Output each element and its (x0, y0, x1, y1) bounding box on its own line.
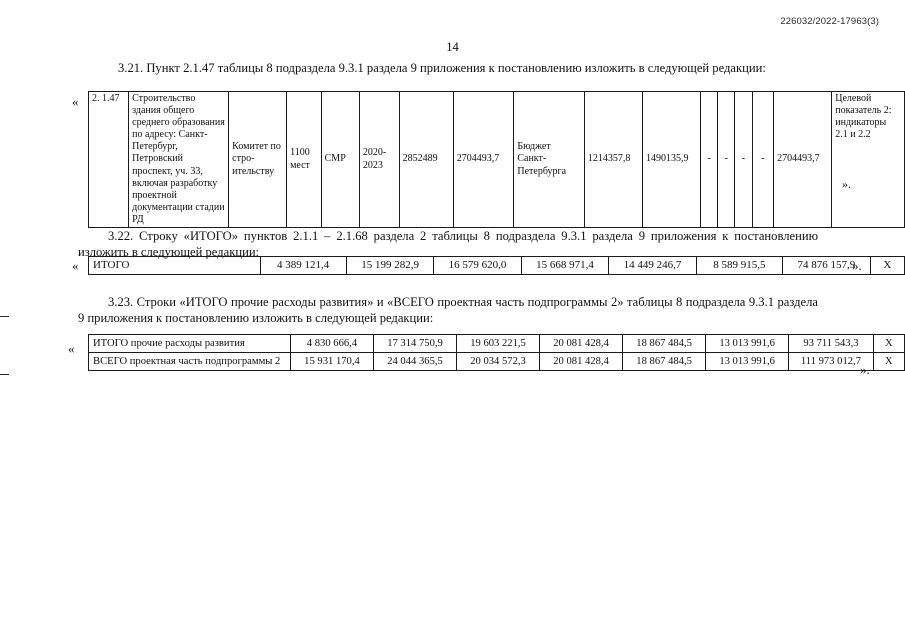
table-row (89, 353, 905, 371)
cell-value: 15 931 170,4 (290, 353, 373, 371)
margin-tick (0, 374, 9, 375)
cell-value: 4 830 666,4 (290, 335, 373, 353)
cell-value-2: 2704493,7 (453, 92, 514, 228)
cell-value: 8 589 915,5 (696, 257, 782, 275)
cell-executor: Комитет по стро-ительству (229, 92, 287, 228)
cell-row-label: ВСЕГО проектная часть подпрограммы 2 (89, 353, 291, 371)
cell-value: 17 314 750,9 (373, 335, 456, 353)
cell-years: 2020-2023 (359, 92, 399, 228)
table-row (89, 257, 905, 275)
paragraph-3-23: 3.23. Строки «ИТОГО прочие расходы развития» и «ВСЕГО проектная часть подпрограммы 2» таблицы 8 подраздела 9.3.1 раздела 9 приложения к постановлению изложить в следующей редакции: (78, 295, 818, 325)
cell-value-5: 2704493,7 (774, 92, 832, 228)
cell-value: 19 603 221,5 (457, 335, 540, 353)
cell-dash-1: - (701, 92, 718, 228)
cell-mark: X (870, 257, 904, 275)
cell-value: 15 199 282,9 (346, 257, 433, 275)
table-row (89, 92, 905, 228)
cell-value-3: 1214357,8 (584, 92, 642, 228)
cell-mark: X (873, 353, 904, 371)
cell-value: 16 579 620,0 (434, 257, 521, 275)
cell-number: 2. 1.47 (89, 92, 129, 228)
margin-tick (0, 316, 9, 317)
table-3-22-wrapper (88, 256, 905, 275)
cell-value-total: 74 876 157,9 (783, 257, 870, 275)
paragraph-3-22: 3.22. Строку «ИТОГО» пунктов 2.1.1 – 2.1.68 раздела 2 таблицы 8 подраздела 9.3.1 раздела 9 приложения к постановлению изложить в следующей редакции: (78, 229, 818, 259)
table-3-23 (88, 334, 905, 371)
quote-close-mark-3: ». (860, 362, 870, 377)
table-3-21-wrapper (88, 91, 905, 228)
cell-value: 15 668 971,4 (521, 257, 608, 275)
quote-open-mark-2: « (72, 258, 79, 273)
table-3-21 (88, 91, 905, 228)
cell-value: 20 034 572,3 (457, 353, 540, 371)
cell-value: 20 081 428,4 (540, 335, 623, 353)
cell-value-1: 2852489 (399, 92, 453, 228)
cell-dash-2: - (718, 92, 735, 228)
cell-target-indicator: Целевой показатель 2: индикаторы 2.1 и 2.2 (832, 92, 905, 228)
cell-funding-source: Бюджет Санкт-Петербурга (514, 92, 585, 228)
cell-value-total: 93 711 543,3 (789, 335, 874, 353)
document-code: 226032/2022-17963(3) (780, 16, 879, 27)
cell-value: 4 389 121,4 (260, 257, 346, 275)
table-3-23-wrapper (88, 334, 905, 371)
table-3-22 (88, 256, 905, 275)
cell-value-4: 1490135,9 (643, 92, 701, 228)
cell-dash-4: - (752, 92, 774, 228)
cell-value: 18 867 484,5 (623, 353, 706, 371)
quote-open-mark-3: « (68, 341, 75, 356)
cell-value: 13 013 991,6 (706, 335, 789, 353)
cell-object-name: Строительство здания общего среднего образования по адресу: Санкт-Петербург, Петровский проспект, уч. 33, включая разработку проектной документации стадии РД (129, 92, 229, 228)
quote-close-mark-2: ». (852, 258, 862, 273)
cell-value: 13 013 991,6 (706, 353, 789, 371)
cell-value: 18 867 484,5 (623, 335, 706, 353)
cell-dash-3: - (735, 92, 752, 228)
cell-value: 20 081 428,4 (540, 353, 623, 371)
cell-work-kind: СМР (321, 92, 359, 228)
quote-open-mark-1: « (72, 94, 79, 109)
table-row (89, 335, 905, 353)
cell-capacity: 1100 мест (287, 92, 322, 228)
cell-row-label: ИТОГО (89, 257, 261, 275)
cell-value-total: 111 973 012,7 (789, 353, 874, 371)
cell-row-label: ИТОГО прочие расходы развития (89, 335, 291, 353)
cell-mark: X (873, 335, 904, 353)
quote-close-mark-1: ». (842, 177, 851, 191)
cell-value: 14 449 246,7 (609, 257, 696, 275)
paragraph-3-21: 3.21. Пункт 2.1.47 таблицы 8 подраздела 9.3.1 раздела 9 приложения к постановлению изложить в следующей редакции: (118, 61, 766, 75)
page-number: 14 (446, 40, 459, 54)
cell-value: 24 044 365,5 (373, 353, 456, 371)
